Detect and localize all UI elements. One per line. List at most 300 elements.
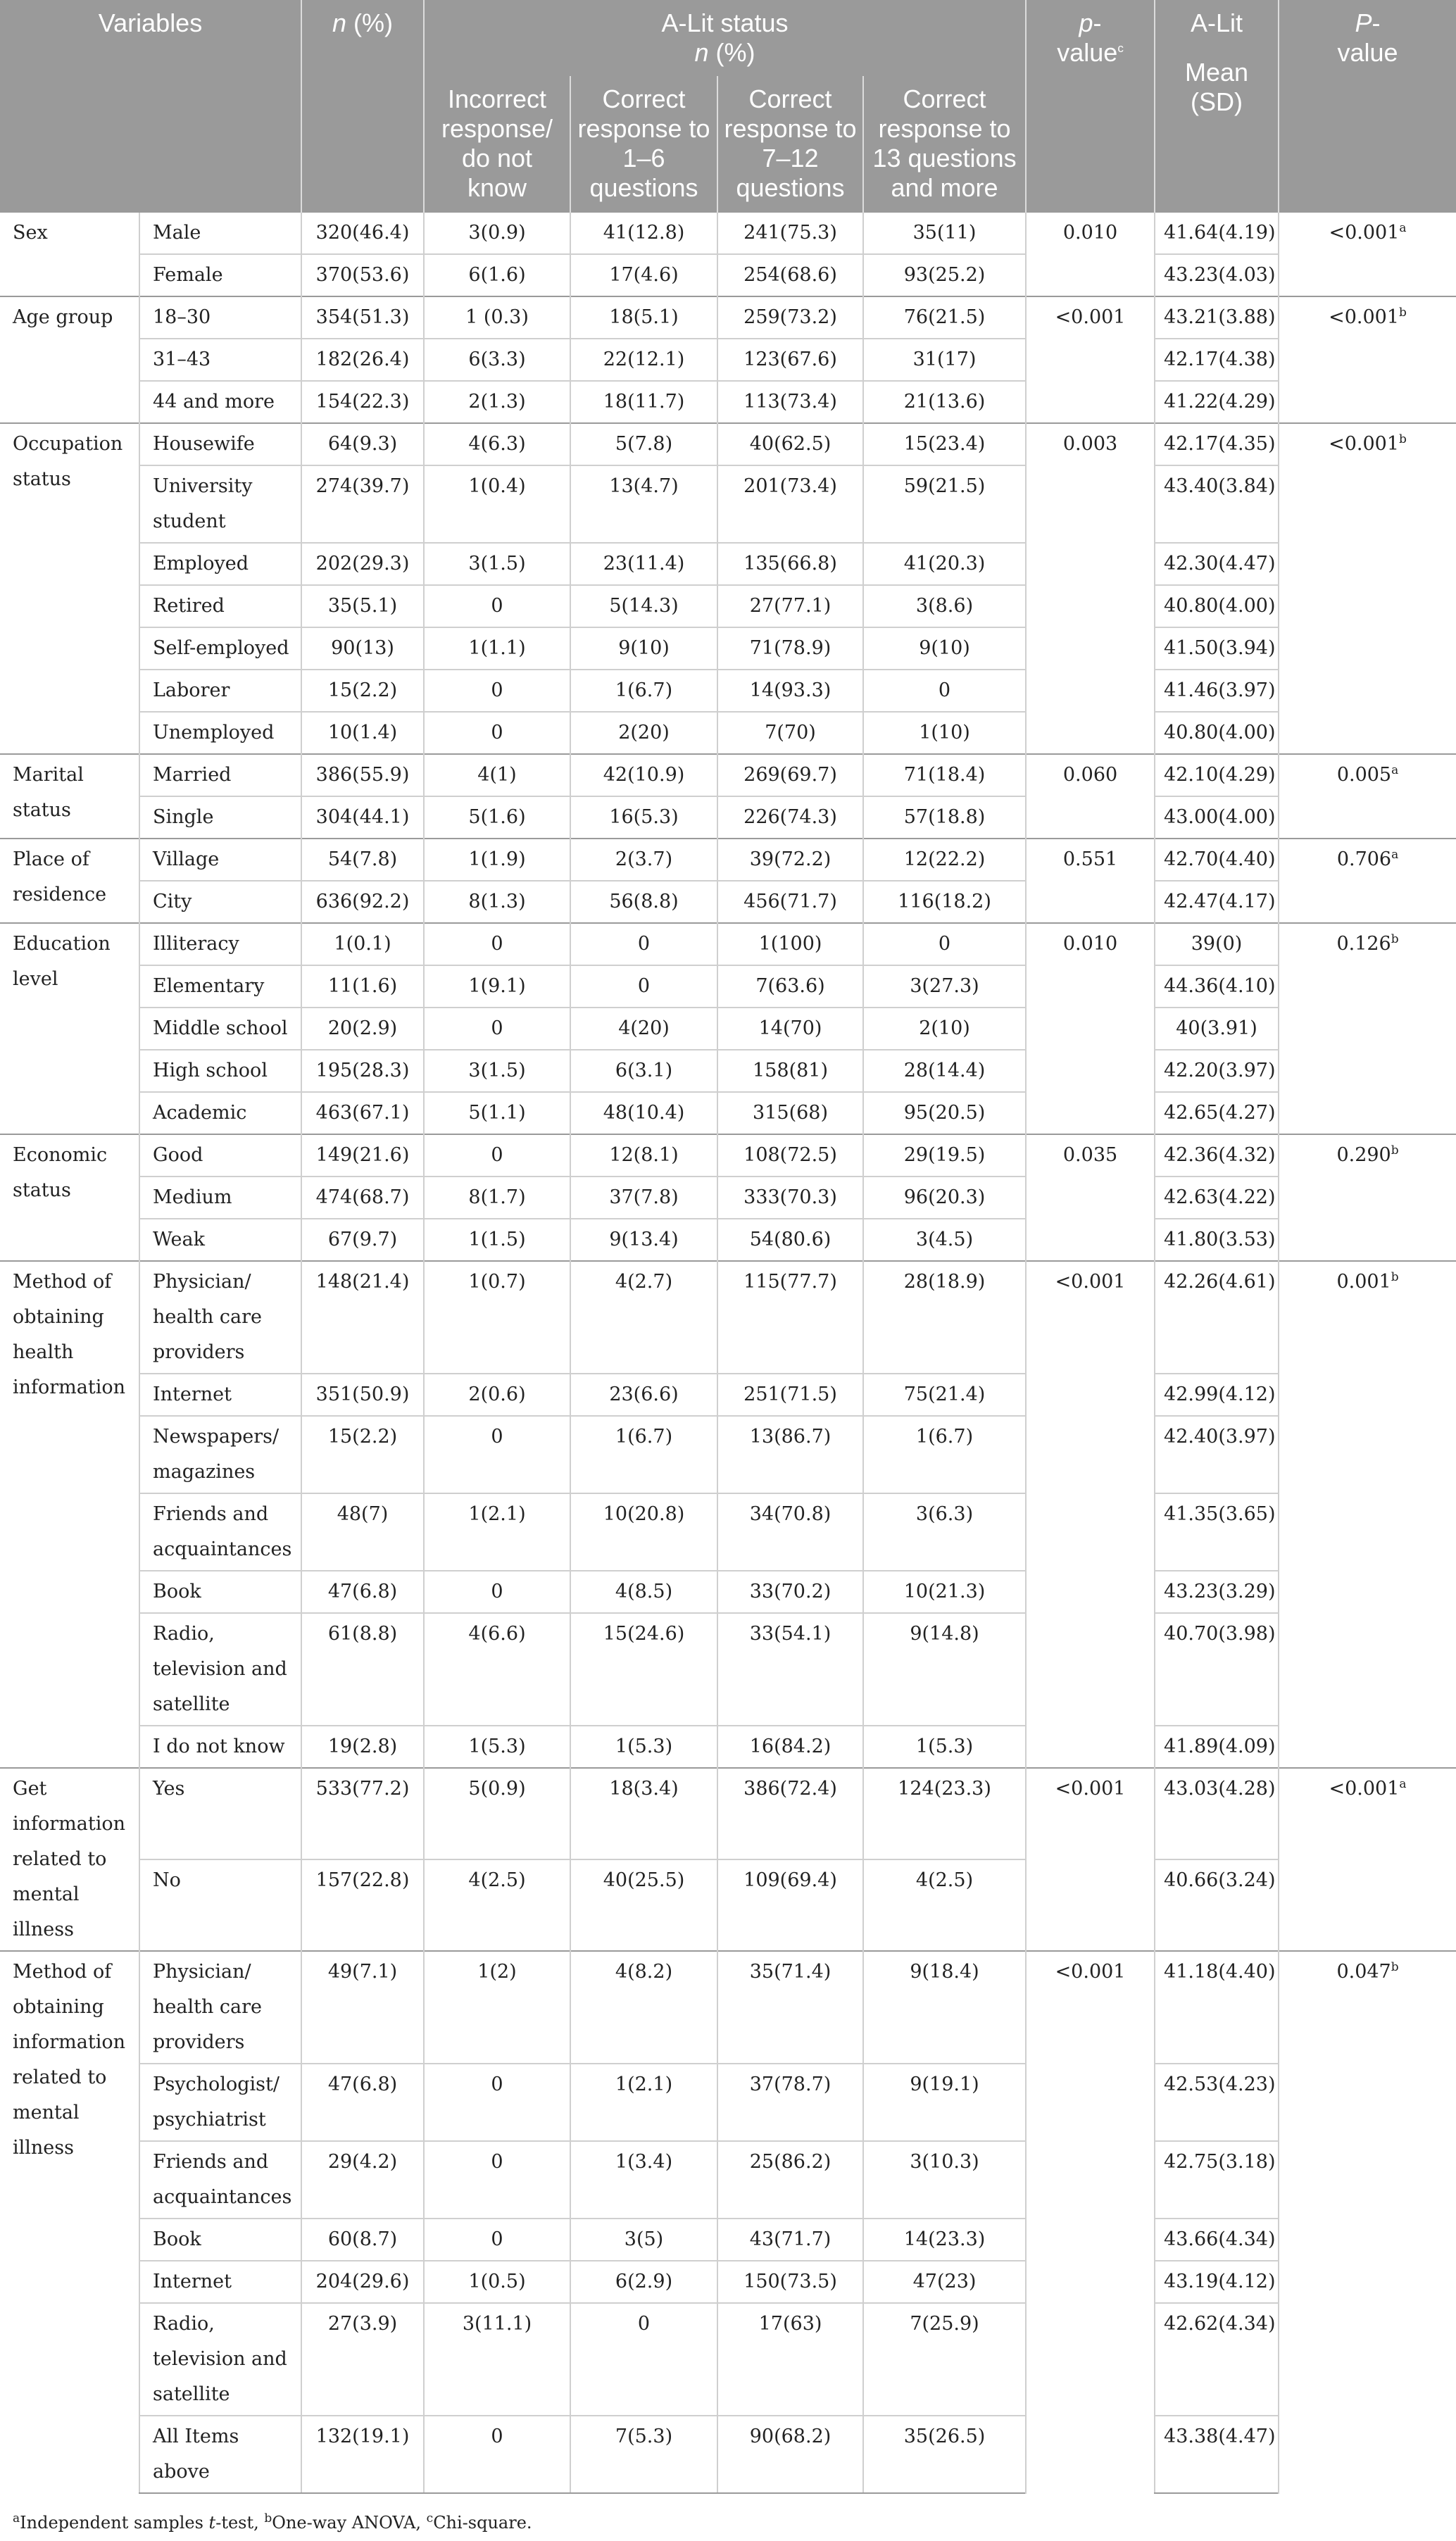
- correct-1-6-cell: 3(5): [570, 2219, 717, 2261]
- correct-7-12-cell: 90(68.2): [717, 2416, 863, 2493]
- incorrect-cell: 5(1.6): [424, 796, 570, 839]
- correct-13-cell: 47(23): [863, 2261, 1026, 2303]
- level-label: All Items above: [139, 2416, 301, 2493]
- table-row: [0, 1859, 1456, 1951]
- correct-1-6-cell: 6(3.1): [570, 1050, 717, 1092]
- correct-13-cell: 116(18.2): [863, 881, 1026, 923]
- correct-13-cell: 9(18.4): [863, 1951, 1026, 2064]
- incorrect-cell: 1 (0.3): [424, 296, 570, 339]
- alit-mean-cell: 43.00(4.00): [1155, 796, 1279, 839]
- correct-13-cell: 3(6.3): [863, 1493, 1026, 1571]
- header-variables: Variables: [0, 0, 301, 212]
- table-row: [0, 1613, 1456, 1726]
- n-pct-cell: 64(9.3): [301, 423, 424, 465]
- pvalue-test-value: <0.001: [1329, 222, 1400, 244]
- level-label: Employed: [139, 543, 301, 585]
- correct-7-12-cell: 13(86.7): [717, 1416, 863, 1493]
- correct-7-12-cell: 456(71.7): [717, 881, 863, 923]
- pvalue-chi-cell: <0.001: [1026, 1261, 1155, 1768]
- correct-13-cell: 12(22.2): [863, 839, 1026, 881]
- correct-13-cell: 21(13.6): [863, 381, 1026, 423]
- level-label: Male: [139, 212, 301, 254]
- correct-1-6-cell: 1(3.4): [570, 2141, 717, 2219]
- correct-13-cell: 95(20.5): [863, 1092, 1026, 1134]
- n-pct-cell: 47(6.8): [301, 1571, 424, 1613]
- n-pct-cell: 182(26.4): [301, 339, 424, 381]
- table-row: [0, 1768, 1456, 1859]
- table-row: [0, 923, 1456, 965]
- footnote: $^a$Independent samples t-test, $^b$One-way ANOVA, $^c$Chi-square.: [13, 2511, 532, 2533]
- table-row: [0, 839, 1456, 881]
- incorrect-cell: 0: [424, 1134, 570, 1177]
- pvalue-test-value: 0.706: [1336, 848, 1392, 870]
- n-pct-cell: 10(1.4): [301, 712, 424, 754]
- n-pct-cell: 274(39.7): [301, 465, 424, 543]
- table-row: [0, 881, 1456, 923]
- correct-1-6-cell: 1(6.7): [570, 670, 717, 712]
- alit-mean-cell: 41.80(3.53): [1155, 1219, 1279, 1261]
- pvalue-test-superscript: a: [1399, 221, 1407, 235]
- pvalue-chi-cell: 0.551: [1026, 839, 1155, 923]
- correct-1-6-cell: 10(20.8): [570, 1493, 717, 1571]
- correct-1-6-cell: 40(25.5): [570, 1859, 717, 1951]
- alit-mean-cell: 43.40(3.84): [1155, 465, 1279, 543]
- incorrect-cell: 6(3.3): [424, 339, 570, 381]
- alit-mean-cell: 42.63(4.22): [1155, 1177, 1279, 1219]
- incorrect-cell: 1(2.1): [424, 1493, 570, 1571]
- alit-mean-cell: 40.80(4.00): [1155, 712, 1279, 754]
- pvalue-test-value: <0.001: [1329, 1778, 1400, 1800]
- correct-13-cell: 3(27.3): [863, 965, 1026, 1008]
- pvalue-test-superscript: b: [1391, 1270, 1399, 1284]
- level-label: Internet: [139, 1374, 301, 1416]
- pvalue-test-superscript: a: [1391, 763, 1399, 777]
- pvalue-test-cell: [1279, 923, 1456, 1134]
- incorrect-cell: 4(1): [424, 754, 570, 796]
- level-label: Housewife: [139, 423, 301, 465]
- pvalue-test-cell: [1279, 1768, 1456, 1951]
- incorrect-cell: 5(0.9): [424, 1768, 570, 1859]
- level-label: Radio, television and satellite: [139, 2303, 301, 2416]
- incorrect-cell: 4(6.6): [424, 1613, 570, 1726]
- correct-7-12-cell: 333(70.3): [717, 1177, 863, 1219]
- correct-13-cell: 3(10.3): [863, 2141, 1026, 2219]
- category-label: Marital status: [0, 754, 139, 839]
- n-pct-cell: 386(55.9): [301, 754, 424, 796]
- header-row-1: [0, 0, 1456, 76]
- incorrect-cell: 0: [424, 1416, 570, 1493]
- correct-1-6-cell: 37(7.8): [570, 1177, 717, 1219]
- correct-13-cell: 96(20.3): [863, 1177, 1026, 1219]
- table-row: [0, 754, 1456, 796]
- pvalue-test-superscript: b: [1399, 432, 1407, 446]
- correct-13-cell: 1(6.7): [863, 1416, 1026, 1493]
- alit-mean-cell: 42.62(4.34): [1155, 2303, 1279, 2416]
- correct-1-6-cell: 4(20): [570, 1008, 717, 1050]
- level-label: Married: [139, 754, 301, 796]
- n-pct-cell: 15(2.2): [301, 1416, 424, 1493]
- header-n-pct: n (%): [301, 0, 424, 212]
- correct-13-cell: 0: [863, 923, 1026, 965]
- alit-mean-cell: 42.26(4.61): [1155, 1261, 1279, 1374]
- incorrect-cell: 3(1.5): [424, 1050, 570, 1092]
- correct-1-6-cell: 2(20): [570, 712, 717, 754]
- alit-mean-cell: 42.36(4.32): [1155, 1134, 1279, 1177]
- incorrect-cell: 0: [424, 2064, 570, 2141]
- n-pct-cell: 27(3.9): [301, 2303, 424, 2416]
- correct-13-cell: 57(18.8): [863, 796, 1026, 839]
- correct-1-6-cell: 0: [570, 2303, 717, 2416]
- n-pct-cell: 320(46.4): [301, 212, 424, 254]
- alit-mean-cell: 41.89(4.09): [1155, 1726, 1279, 1768]
- level-label: Good: [139, 1134, 301, 1177]
- alit-mean-cell: 42.40(3.97): [1155, 1416, 1279, 1493]
- correct-1-6-cell: 0: [570, 965, 717, 1008]
- correct-7-12-cell: 269(69.7): [717, 754, 863, 796]
- correct-7-12-cell: 1(100): [717, 923, 863, 965]
- correct-7-12-cell: 33(70.2): [717, 1571, 863, 1613]
- table-row: [0, 1050, 1456, 1092]
- n-pct-cell: 149(21.6): [301, 1134, 424, 1177]
- alit-mean-cell: 43.03(4.28): [1155, 1768, 1279, 1859]
- correct-7-12-cell: 315(68): [717, 1092, 863, 1134]
- alit-mean-cell: 42.65(4.27): [1155, 1092, 1279, 1134]
- correct-13-cell: 0: [863, 670, 1026, 712]
- table-row: [0, 1416, 1456, 1493]
- pvalue-test-value: 0.005: [1336, 764, 1392, 786]
- table-row: [0, 2219, 1456, 2261]
- correct-7-12-cell: 7(70): [717, 712, 863, 754]
- incorrect-cell: 1(2): [424, 1951, 570, 2064]
- correct-1-6-cell: 7(5.3): [570, 2416, 717, 2493]
- level-label: Female: [139, 254, 301, 296]
- correct-7-12-cell: 71(78.9): [717, 627, 863, 670]
- correct-7-12-cell: 33(54.1): [717, 1613, 863, 1726]
- correct-7-12-cell: 251(71.5): [717, 1374, 863, 1416]
- level-label: Psychologist/ psychiatrist: [139, 2064, 301, 2141]
- table-row: [0, 254, 1456, 296]
- level-label: City: [139, 881, 301, 923]
- correct-7-12-cell: 108(72.5): [717, 1134, 863, 1177]
- correct-13-cell: 10(21.3): [863, 1571, 1026, 1613]
- pvalue-test-superscript: a: [1391, 848, 1399, 862]
- alit-mean-cell: 42.17(4.35): [1155, 423, 1279, 465]
- correct-1-6-cell: 0: [570, 923, 717, 965]
- n-pct-cell: 204(29.6): [301, 2261, 424, 2303]
- correct-13-cell: 75(21.4): [863, 1374, 1026, 1416]
- category-label: Age group: [0, 296, 139, 423]
- correct-1-6-cell: 18(5.1): [570, 296, 717, 339]
- alit-mean-cell: 40.70(3.98): [1155, 1613, 1279, 1726]
- n-pct-cell: 1(0.1): [301, 923, 424, 965]
- n-pct-cell: 154(22.3): [301, 381, 424, 423]
- n-pct-cell: 463(67.1): [301, 1092, 424, 1134]
- correct-1-6-cell: 9(10): [570, 627, 717, 670]
- pvalue-test-cell: [1279, 1951, 1456, 2493]
- level-label: Laborer: [139, 670, 301, 712]
- correct-13-cell: 3(8.6): [863, 585, 1026, 627]
- alit-mean-cell: 43.23(3.29): [1155, 1571, 1279, 1613]
- correct-13-cell: 14(23.3): [863, 2219, 1026, 2261]
- pvalue-chi-cell: <0.001: [1026, 1951, 1155, 2493]
- correct-1-6-cell: 18(11.7): [570, 381, 717, 423]
- correct-1-6-cell: 1(5.3): [570, 1726, 717, 1768]
- level-label: Friends and acquaintances: [139, 1493, 301, 1571]
- correct-1-6-cell: 6(2.9): [570, 2261, 717, 2303]
- table-row: [0, 585, 1456, 627]
- pvalue-test-cell: [1279, 423, 1456, 754]
- n-pct-cell: 354(51.3): [301, 296, 424, 339]
- alit-mean-cell: 39(0): [1155, 923, 1279, 965]
- alit-mean-cell: 42.17(4.38): [1155, 339, 1279, 381]
- incorrect-cell: 0: [424, 1008, 570, 1050]
- alit-status-sublabel: n (%): [694, 38, 755, 67]
- level-label: I do not know: [139, 1726, 301, 1768]
- incorrect-cell: 0: [424, 2416, 570, 2493]
- table-row: [0, 339, 1456, 381]
- pvalue-test-cell: [1279, 212, 1456, 296]
- incorrect-cell: 1(1.1): [424, 627, 570, 670]
- table-row: [0, 1951, 1456, 2064]
- n-pct-cell: 474(68.7): [301, 1177, 424, 1219]
- table-row: [0, 381, 1456, 423]
- correct-7-12-cell: 40(62.5): [717, 423, 863, 465]
- correct-7-12-cell: 135(66.8): [717, 543, 863, 585]
- incorrect-cell: 1(5.3): [424, 1726, 570, 1768]
- n-pct-cell: 60(8.7): [301, 2219, 424, 2261]
- table-row: [0, 212, 1456, 254]
- correct-13-cell: 31(17): [863, 339, 1026, 381]
- incorrect-cell: 1(1.9): [424, 839, 570, 881]
- incorrect-cell: 1(9.1): [424, 965, 570, 1008]
- correct-13-cell: 59(21.5): [863, 465, 1026, 543]
- incorrect-cell: 0: [424, 712, 570, 754]
- pvalue-test-cell: [1279, 839, 1456, 923]
- correct-1-6-cell: 4(8.5): [570, 1571, 717, 1613]
- pvalue-test-value: 0.126: [1336, 933, 1391, 955]
- header-correct-7-12: Correct response to 7–12 questions: [717, 76, 863, 212]
- correct-7-12-cell: 27(77.1): [717, 585, 863, 627]
- incorrect-cell: 3(1.5): [424, 543, 570, 585]
- correct-7-12-cell: 123(67.6): [717, 339, 863, 381]
- incorrect-cell: 0: [424, 923, 570, 965]
- n-pct-cell: 15(2.2): [301, 670, 424, 712]
- header-pvalue-test: P- value: [1279, 0, 1456, 212]
- n-pct-cell: 35(5.1): [301, 585, 424, 627]
- correct-1-6-cell: 18(3.4): [570, 1768, 717, 1859]
- alit-mean-cell: 41.18(4.40): [1155, 1951, 1279, 2064]
- correct-7-12-cell: 54(80.6): [717, 1219, 863, 1261]
- category-label: Economic status: [0, 1134, 139, 1261]
- n-pct-cell: 11(1.6): [301, 965, 424, 1008]
- correct-13-cell: 15(23.4): [863, 423, 1026, 465]
- table-row: [0, 1493, 1456, 1571]
- incorrect-cell: 8(1.3): [424, 881, 570, 923]
- correct-7-12-cell: 150(73.5): [717, 2261, 863, 2303]
- level-label: Village: [139, 839, 301, 881]
- level-label: Single: [139, 796, 301, 839]
- table-body: [0, 212, 1456, 2493]
- n-pct-cell: 49(7.1): [301, 1951, 424, 2064]
- level-label: Medium: [139, 1177, 301, 1219]
- table-row: [0, 712, 1456, 754]
- correct-1-6-cell: 22(12.1): [570, 339, 717, 381]
- correct-13-cell: 9(10): [863, 627, 1026, 670]
- n-pct-cell: 48(7): [301, 1493, 424, 1571]
- category-label: Occupation status: [0, 423, 139, 754]
- table-row: [0, 465, 1456, 543]
- level-label: Physician/ health care providers: [139, 1951, 301, 2064]
- level-label: High school: [139, 1050, 301, 1092]
- level-label: Self-employed: [139, 627, 301, 670]
- header-incorrect: Incorrect response/ do not know: [424, 76, 570, 212]
- alit-mean-cell: 43.66(4.34): [1155, 2219, 1279, 2261]
- n-pct-cell: 351(50.9): [301, 1374, 424, 1416]
- correct-7-12-cell: 259(73.2): [717, 296, 863, 339]
- table-row: [0, 1008, 1456, 1050]
- incorrect-cell: 1(0.4): [424, 465, 570, 543]
- pvalue-test-value: <0.001: [1329, 306, 1400, 328]
- incorrect-cell: 5(1.1): [424, 1092, 570, 1134]
- alit-mean-cell: 43.21(3.88): [1155, 296, 1279, 339]
- correct-7-12-cell: 17(63): [717, 2303, 863, 2416]
- correct-1-6-cell: 41(12.8): [570, 212, 717, 254]
- correct-1-6-cell: 42(10.9): [570, 754, 717, 796]
- alit-mean-cell: 43.19(4.12): [1155, 2261, 1279, 2303]
- correct-7-12-cell: 201(73.4): [717, 465, 863, 543]
- correct-1-6-cell: 1(6.7): [570, 1416, 717, 1493]
- correct-7-12-cell: 39(72.2): [717, 839, 863, 881]
- correct-1-6-cell: 13(4.7): [570, 465, 717, 543]
- correct-7-12-cell: 113(73.4): [717, 381, 863, 423]
- pvalue-chi-cell: 0.010: [1026, 212, 1155, 296]
- n-pct-cell: 67(9.7): [301, 1219, 424, 1261]
- pvalue-chi-cell: <0.001: [1026, 1768, 1155, 1951]
- incorrect-cell: 0: [424, 1571, 570, 1613]
- correct-13-cell: 4(2.5): [863, 1859, 1026, 1951]
- correct-7-12-cell: 25(86.2): [717, 2141, 863, 2219]
- correct-13-cell: 3(4.5): [863, 1219, 1026, 1261]
- level-label: Book: [139, 2219, 301, 2261]
- category-label: Education level: [0, 923, 139, 1134]
- category-label: Method of obtaining health information: [0, 1261, 139, 1768]
- level-label: Radio, television and satellite: [139, 1613, 301, 1726]
- table-row: [0, 670, 1456, 712]
- table-row: [0, 2261, 1456, 2303]
- category-label: Method of obtaining information related to mental illness: [0, 1951, 139, 2493]
- pvalue-chi-cell: 0.010: [1026, 923, 1155, 1134]
- incorrect-cell: 2(0.6): [424, 1374, 570, 1416]
- correct-7-12-cell: 109(69.4): [717, 1859, 863, 1951]
- correct-1-6-cell: 4(8.2): [570, 1951, 717, 2064]
- n-pct-cell: 47(6.8): [301, 2064, 424, 2141]
- alit-mean-cell: 41.22(4.29): [1155, 381, 1279, 423]
- correct-1-6-cell: 5(14.3): [570, 585, 717, 627]
- alit-mean-cell: 41.46(3.97): [1155, 670, 1279, 712]
- table-row: [0, 296, 1456, 339]
- alit-mean-cell: 42.30(4.47): [1155, 543, 1279, 585]
- correct-13-cell: 2(10): [863, 1008, 1026, 1050]
- correct-13-cell: 124(23.3): [863, 1768, 1026, 1859]
- pvalue-test-value: 0.290: [1336, 1144, 1391, 1166]
- level-label: Yes: [139, 1768, 301, 1859]
- table-row: [0, 1374, 1456, 1416]
- table-row: [0, 1571, 1456, 1613]
- pvalue-test-value: 0.001: [1336, 1271, 1391, 1293]
- correct-7-12-cell: 7(63.6): [717, 965, 863, 1008]
- category-label: Sex: [0, 212, 139, 296]
- correct-1-6-cell: 15(24.6): [570, 1613, 717, 1726]
- table-row: [0, 1261, 1456, 1374]
- alit-mean-cell: 41.64(4.19): [1155, 212, 1279, 254]
- correct-1-6-cell: 17(4.6): [570, 254, 717, 296]
- correct-7-12-cell: 16(84.2): [717, 1726, 863, 1768]
- level-label: Retired: [139, 585, 301, 627]
- mean-sd-label: Mean (SD): [1185, 58, 1249, 116]
- correct-7-12-cell: 35(71.4): [717, 1951, 863, 2064]
- pvalue-test-superscript: b: [1391, 932, 1399, 946]
- alit-mean-cell: 40(3.91): [1155, 1008, 1279, 1050]
- correct-1-6-cell: 23(11.4): [570, 543, 717, 585]
- n-pct-cell: 195(28.3): [301, 1050, 424, 1092]
- incorrect-cell: 1(0.7): [424, 1261, 570, 1374]
- alit-status-label: A-Lit status: [661, 8, 789, 37]
- pvalue-test-superscript: b: [1391, 1143, 1399, 1157]
- table-row: [0, 2303, 1456, 2416]
- alit-mean-cell: 40.80(4.00): [1155, 585, 1279, 627]
- table-row: [0, 423, 1456, 465]
- correct-13-cell: 28(14.4): [863, 1050, 1026, 1092]
- header-correct-1-6: Correct response to 1–6 questions: [570, 76, 717, 212]
- correct-7-12-cell: 241(75.3): [717, 212, 863, 254]
- header-correct-13: Correct response to 13 questions and more: [863, 76, 1026, 212]
- level-label: Illiteracy: [139, 923, 301, 965]
- table-row: [0, 2141, 1456, 2219]
- incorrect-cell: 3(11.1): [424, 2303, 570, 2416]
- correct-13-cell: 41(20.3): [863, 543, 1026, 585]
- pvalue-test-value: <0.001: [1329, 433, 1400, 455]
- alit-mean-cell: 40.66(3.24): [1155, 1859, 1279, 1951]
- incorrect-cell: 0: [424, 2141, 570, 2219]
- level-label: Middle school: [139, 1008, 301, 1050]
- incorrect-cell: 2(1.3): [424, 381, 570, 423]
- correct-1-6-cell: 12(8.1): [570, 1134, 717, 1177]
- pvalue-chi-cell: 0.003: [1026, 423, 1155, 754]
- correct-13-cell: 1(5.3): [863, 1726, 1026, 1768]
- level-label: Unemployed: [139, 712, 301, 754]
- n-pct-cell: 157(22.8): [301, 1859, 424, 1951]
- correct-13-cell: 35(11): [863, 212, 1026, 254]
- correct-1-6-cell: 5(7.8): [570, 423, 717, 465]
- level-label: 18–30: [139, 296, 301, 339]
- alit-mean-cell: 42.99(4.12): [1155, 1374, 1279, 1416]
- correct-1-6-cell: 2(3.7): [570, 839, 717, 881]
- table-row: [0, 1134, 1456, 1177]
- incorrect-cell: 0: [424, 585, 570, 627]
- incorrect-cell: 0: [424, 670, 570, 712]
- correct-7-12-cell: 37(78.7): [717, 2064, 863, 2141]
- table-row: [0, 1726, 1456, 1768]
- alit-mean-cell: 42.70(4.40): [1155, 839, 1279, 881]
- n-pct-cell: 19(2.8): [301, 1726, 424, 1768]
- alit-mean-cell: 42.53(4.23): [1155, 2064, 1279, 2141]
- correct-1-6-cell: 48(10.4): [570, 1092, 717, 1134]
- table-row: [0, 1219, 1456, 1261]
- level-label: Academic: [139, 1092, 301, 1134]
- n-pct-cell: 533(77.2): [301, 1768, 424, 1859]
- correct-1-6-cell: 4(2.7): [570, 1261, 717, 1374]
- table-row: [0, 2064, 1456, 2141]
